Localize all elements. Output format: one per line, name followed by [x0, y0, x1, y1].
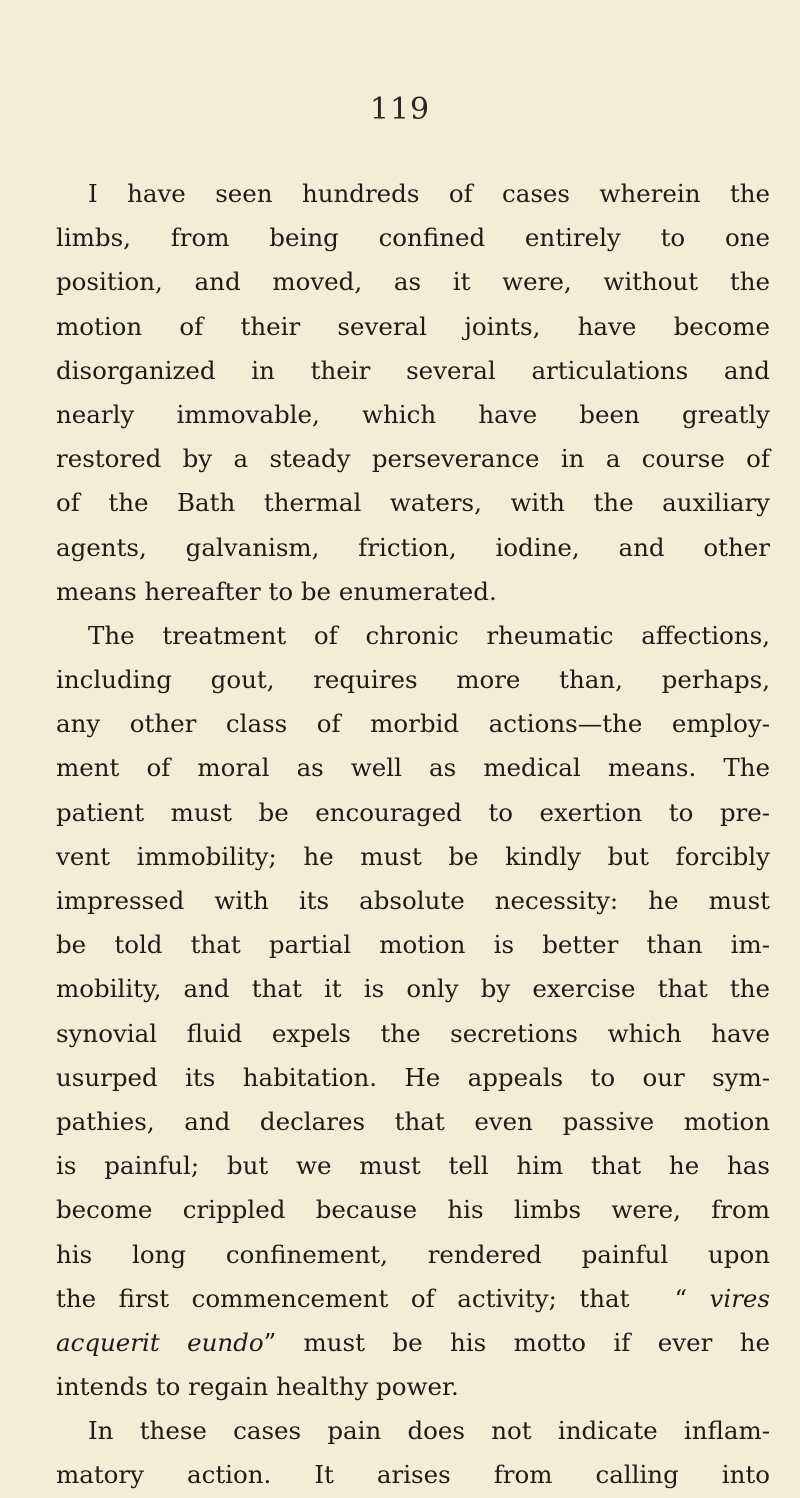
open-quote: “	[674, 1283, 688, 1313]
text-line: be told that partial motion is better than im-	[56, 930, 770, 960]
text-line: vent immobility; he must be kindly but forcibly	[56, 841, 770, 871]
text-line: usurped its habitation. He appeals to our sym-	[56, 1062, 770, 1092]
text-line: restored by a steady perseverance in a course of	[56, 444, 770, 474]
text-line-with-quote	[56, 1321, 770, 1365]
text-line: The treatment of chronic rheumatic affections,	[88, 620, 770, 650]
text-line: is painful; but we must tell him that he has	[56, 1151, 770, 1181]
text-line: motion of their several joints, have become	[56, 311, 770, 341]
text-line: impressed with its absolute necessity: he must	[56, 886, 770, 915]
text-line: any other class of morbid actions—the employ-	[56, 709, 770, 739]
latin-phrase-part-1: vires	[709, 1283, 770, 1313]
text-line: including gout, requires more than, perhaps,	[56, 665, 770, 695]
latin-phrase-part-2: acquerit eundo	[56, 1327, 264, 1357]
text-line: become crippled because his limbs were, from	[56, 1195, 770, 1225]
text-line: patient must be encouraged to exertion to pre-	[56, 797, 770, 827]
line-text: the first commencement of activity; that	[56, 1283, 630, 1313]
text-line: disorganized in their several articulations and	[56, 355, 770, 385]
text-line: ment of moral as well as medical means. The	[56, 753, 770, 783]
text-line: In these cases pain does not indicate inflam-	[88, 1416, 770, 1446]
text-line: limbs, from being confined entirely to one	[56, 223, 770, 253]
close-quote: ”	[263, 1327, 277, 1357]
text-line-with-quote	[56, 1277, 770, 1321]
text-line: pathies, and declares that even passive motion	[56, 1106, 770, 1136]
text-line: agents, galvanism, friction, iodine, and other	[56, 532, 770, 562]
text-line: of the Bath thermal waters, with the auxiliary	[56, 488, 770, 518]
text-line: mobility, and that it is only by exercise that the	[56, 974, 770, 1004]
text-line: nearly immovable, which have been greatly	[56, 399, 770, 429]
text-line: I have seen hundreds of cases wherein the	[88, 179, 770, 208]
text-line: synovial fluid expels the secretions which have	[56, 1018, 770, 1048]
line-text: must be his motto if ever he	[303, 1327, 770, 1357]
text-line: position, and moved, as it were, without the	[56, 267, 770, 297]
text-line: matory action. It arises from calling into	[56, 1460, 770, 1490]
text-line: his long confinement, rendered painful upon	[56, 1239, 770, 1269]
text-line: means hereafter to be enumerated.	[56, 576, 497, 606]
body-text	[56, 172, 770, 1498]
page-number: 119	[369, 92, 431, 127]
text-line: intends to regain healthy power.	[56, 1372, 459, 1402]
